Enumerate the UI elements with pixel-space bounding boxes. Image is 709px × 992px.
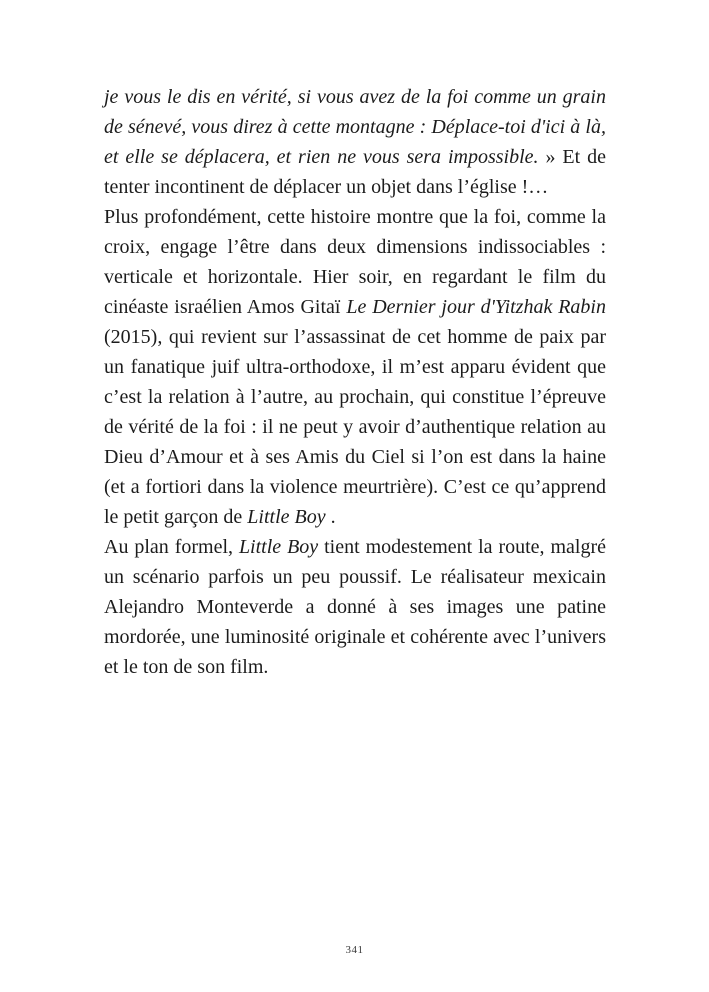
- italic-text: Little Boy: [238, 536, 319, 558]
- italic-text: Le Dernier jour d'Yitzhak Rabin: [346, 296, 606, 318]
- paragraph: [104, 82, 606, 202]
- body-text: » Et de tenter incontinent de déplacer un objet dans l’église !…: [104, 146, 607, 198]
- text-block: [104, 82, 606, 682]
- paragraph: [104, 532, 606, 682]
- body-text: .: [325, 506, 336, 528]
- body-text: Plus profondément, cette histoire montre que la foi, comme la croix, engage l’être dans deux dimensions indissociables : verticale et horizontale. Hier soir, en regardant le film du cinéaste israélien Amos Gitaï: [104, 206, 606, 318]
- paragraph: [104, 202, 606, 532]
- body-text: Au plan formel,: [104, 536, 239, 558]
- page-number: 341: [345, 944, 364, 956]
- body-text: tient modestement la route, malgré un scénario parfois un peu poussif. Le réalisateur mexicain Alejandro Monteverde a donné à ses images une patine mordorée, une luminosité originale et cohérente avec l’univers et le ton de son film.: [104, 536, 607, 678]
- body-text: (2015), qui revient sur l’assassinat de cet homme de paix par un fanatique juif ultra-orthodoxe, il m’est apparu évident que c’est la relation à l’autre, au prochain, qui constitue l’épreuve de vérité de la foi : il ne peut y avoir d’authentique relation au Dieu d’Amour et à ses Amis du Ciel si l’on est dans la haine (et a fortiori dans la violence meurtrière). C’est ce qu’apprend le petit garçon de: [104, 326, 606, 528]
- italic-text: Little Boy: [247, 506, 326, 528]
- italic-text: je vous le dis en vérité, si vous avez de la foi comme un grain de sénevé, vous direz à cette montagne : Déplace-toi d'ici à là, et elle se déplacera, et rien ne vous sera impossible.: [104, 86, 606, 168]
